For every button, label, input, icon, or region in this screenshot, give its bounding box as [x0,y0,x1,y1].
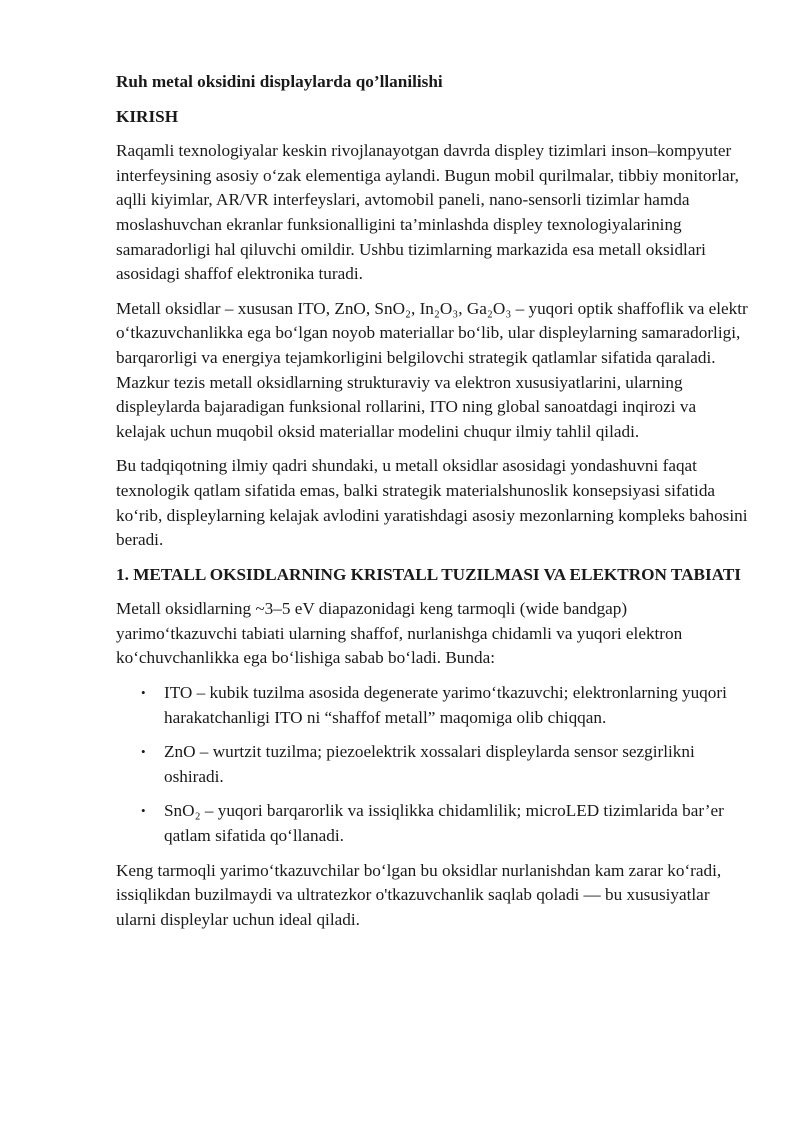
bullet-list [116,681,748,849]
list-item-text: ZnO – wurtzit tuzilma; piezoelektrik xossalari displeylarda sensor sezgirlikni oshiradi. [164,742,695,786]
intro-heading: KIRISH [116,106,179,126]
document-page [116,70,748,942]
intro-paragraph-1: Raqamli texnologiyalar keskin rivojlanayotgan davrda displey tizimlari inson–kompyuter interfeysining asosiy o‘zak elementiga aylandi. Bugun mobil qurilmalar, tibbiy monitorlar, aqlli kiyimlar, AR/VR interfeyslari, avtomobil paneli, nano-sensorli tizimlar hamda moslashuvchan ekranlar funksionalligini ta’minlashda displey texnologiyalarining samaradorligi hal qiluvchi omildir. Ushbu tizimlarning markazida esa metall oksidlari asosidagi shaffof elektronika turadi. [116,141,739,284]
document-title: Ruh metal oksidini displaylarda qo’llanilishi [116,72,443,91]
section-1-heading: 1. METALL OKSIDLARNING KRISTALL TUZILMASI VA ELEKTRON TABIATI [116,564,741,584]
list-item [116,681,748,730]
list-item-text: ITO – kubik tuzilma asosida degenerate yarimo‘tkazuvchi; elektronlarning yuqori harakatchanligi ITO ni “shaffof metall” maqomiga olib chiqqan. [164,683,727,727]
bullet-marker: • [141,685,146,701]
section-1-conclusion: Keng tarmoqli yarimo‘tkazuvchilar bo‘lgan bu oksidlar nurlanishdan kam zarar ko‘radi, issiqlikdan buzilmaydi va ultratezkor o'tkazuvchanlik saqlab qoladi — bu xususiyatlar ularni displeylar uchun ideal qiladi. [116,860,722,929]
list-item-text: SnO₂ – yuqori barqarorlik va issiqlikka chidamlilik; microLED tizimlarida bar’er qatlam sifatida qo‘llanadi. [164,801,724,846]
list-item [116,799,748,848]
intro-paragraph-3: Bu tadqiqotning ilmiy qadri shundaki, u metall oksidlar asosidagi yondashuvni faqat texnologik qatlam sifatida emas, balki strategik materialshunoslik konsepsiyasi sifatida ko‘rib, displeylarning kelajak avlodini yaratishdagi asosiy mezonlarning kompleks bahosini beradi. [116,456,748,550]
intro-paragraph-2: Metall oksidlar – xususan ITO, ZnO, SnO₂, In₂O₃, Ga₂O₃ – yuqori optik shaffoflik va elektr o‘tkazuvchanlikka ega bo‘lgan noyob materiallar bo‘lib, ular displeylarning samaradorligi, barqarorligi va energiya tejamkorligini belgilovchi strategik qatlamlar sifatida qaraladi. Mazkur tezis metall oksidlarning strukturaviy va elektron xususiyatlarini, ularning displeylarda bajaradigan funksional rollarini, ITO ning global sanoatdagi inqirozi va kelajak uchun muqobil oksid materiallar modelini chuqur ilmiy tahlil qiladi. [116,298,748,441]
bullet-marker: • [141,744,146,760]
list-item [116,740,748,789]
bullet-marker: • [141,803,146,819]
section-1-intro: Metall oksidlarning ~3–5 eV diapazonidagi keng tarmoqli (wide bandgap) yarimo‘tkazuvchi tabiati ularning shaffof, nurlanishga chidamli va yuqori elektron ko‘chuvchanlikka ega bo‘lishiga sabab bo‘ladi. Bunda: [116,599,683,668]
